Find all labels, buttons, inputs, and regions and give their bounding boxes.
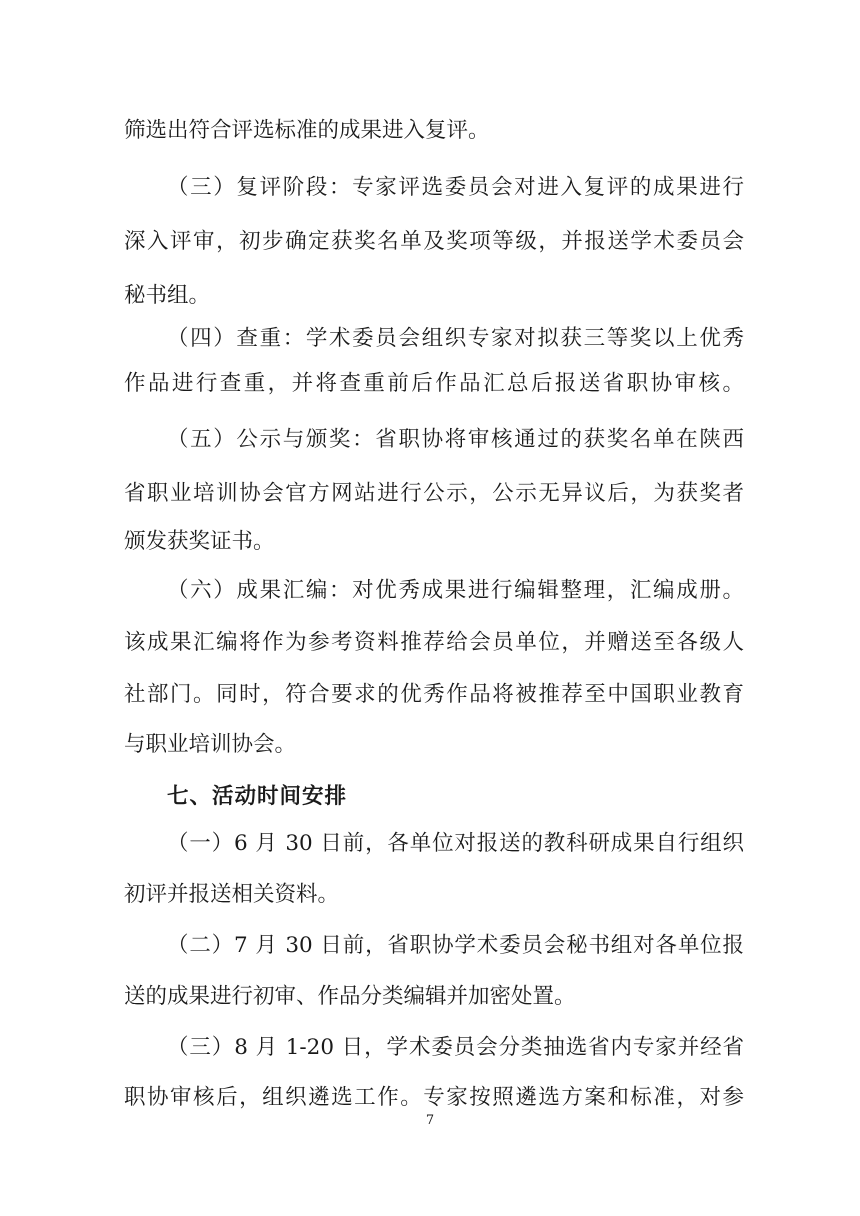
page-number: 7 [425, 1113, 435, 1128]
paragraph-line: 与职业培训协会。 [124, 732, 297, 757]
paragraph-line: 社部门。同时，符合要求的优秀作品将被推荐至中国职业教育 [124, 682, 744, 707]
paragraph-line: （六）成果汇编：对优秀成果进行编辑整理，汇编成册。 [167, 578, 744, 603]
paragraph-line: 职协审核后，组织遴选工作。专家按照遴选方案和标准，对参 [124, 1085, 744, 1110]
paragraph-line: 该成果汇编将作为参考资料推荐给会员单位，并赠送至各级人 [124, 630, 744, 655]
section-heading: 七、活动时间安排 [167, 784, 348, 809]
paragraph-line: 省职业培训协会官方网站进行公示，公示无异议后，为获奖者 [124, 481, 744, 506]
paragraph-line: （一）6 月 30 日前，各单位对报送的教科研成果自行组织 [167, 831, 744, 856]
paragraph-line: （三）8 月 1-20 日，学术委员会分类抽选省内专家并经省 [167, 1035, 744, 1060]
paragraph-line: （三）复评阶段：专家评选委员会对进入复评的成果进行 [167, 175, 744, 200]
paragraph-line: 深入评审，初步确定获奖名单及奖项等级，并报送学术委员会 [124, 229, 744, 254]
paragraph-line: 秘书组。 [124, 283, 211, 308]
paragraph-line: 筛选出符合评选标准的成果进入复评。 [124, 118, 490, 143]
paragraph-line: （二）7 月 30 日前，省职协学术委员会秘书组对各单位报 [167, 933, 744, 958]
paragraph-line: （四）查重：学术委员会组织专家对拟获三等奖以上优秀 [167, 326, 744, 351]
paragraph-line: （五）公示与颁奖：省职协将审核通过的获奖名单在陕西 [167, 427, 744, 452]
paragraph-line: 初评并报送相关资料。 [124, 882, 340, 907]
paragraph-line: 颁发获奖证书。 [124, 529, 275, 554]
paragraph-line: 送的成果进行初审、作品分类编辑并加密处置。 [124, 984, 576, 1009]
paragraph-line: 作品进行查重，并将查重前后作品汇总后报送省职协审核。 [124, 371, 744, 396]
